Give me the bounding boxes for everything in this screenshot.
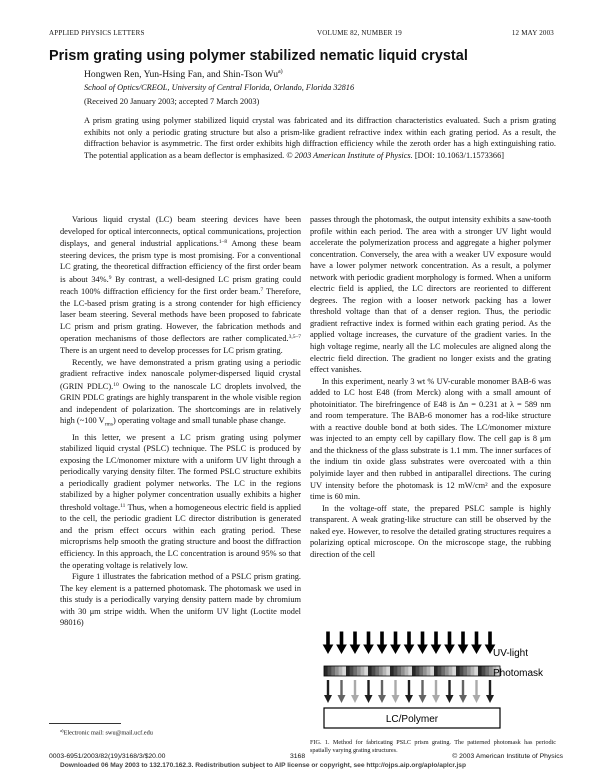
mask-stripe (379, 666, 383, 676)
mask-stripe (467, 666, 471, 676)
mask-stripe (339, 666, 343, 676)
transmitted-arrow (367, 680, 369, 696)
mask-stripe (434, 666, 438, 676)
issn-code: 0003-6951/2003/82(19)/3168/3/$20.00 (49, 753, 166, 760)
mask-stripe (449, 666, 453, 676)
transmitted-arrow (354, 680, 356, 696)
mask-stripe (383, 666, 387, 676)
transmitted-arrow-head (459, 695, 467, 703)
mask-stripe (416, 666, 420, 676)
mask-stripe (368, 666, 372, 676)
uv-arrow-head (364, 645, 373, 653)
mask-stripe (386, 666, 390, 676)
lc-polymer-label: LC/Polymer (385, 714, 439, 725)
abstract-doi: [DOI: 10.1063/1.1573366] (414, 150, 504, 160)
mask-stripe (350, 666, 354, 676)
transmitted-arrow (448, 680, 450, 696)
uv-arrow (327, 632, 330, 646)
uv-arrow (462, 632, 465, 646)
mask-stripe (357, 666, 361, 676)
uv-arrow-head (432, 645, 441, 653)
uv-arrow (354, 632, 357, 646)
uv-arrow (421, 632, 424, 646)
author-names: Hongwen Ren, Yun-Hsing Fan, and Shin-Tson Wu (84, 69, 279, 80)
abstract-copyright: © 2003 American Institute of Physics. (286, 150, 413, 160)
uv-arrow (489, 632, 492, 646)
body-column-right (310, 214, 551, 560)
transmitted-arrows (324, 680, 494, 703)
paper-title: Prism grating using polymer stabilized nematic liquid crystal (49, 48, 468, 64)
mask-stripe (474, 666, 478, 676)
page-footer (49, 753, 563, 762)
transmitted-arrow-head (432, 695, 440, 703)
uv-arrow-head (391, 645, 400, 653)
transmitted-arrow (489, 680, 491, 696)
paragraph: Recently, we have demonstrated a prism grating using a periodic gradient refractive index nanoscale polymer-dispersed liquid crystal (GRIN PDLC).$^{10}$ Owing to the nanoscale LC droplets involved, the GRIN PDLC gratings are highly transparent in the whole visible region and independent of polarization. The shortcomings are in relatively high (~100 $V_{rms}$) operating voltage and small tunable phase change. (60, 357, 302, 428)
received-dates: (Received 20 January 2003; accepted 7 March 2003) (84, 97, 260, 106)
footnote (60, 728, 153, 737)
uv-arrow-head (445, 645, 454, 653)
mask-stripe (361, 666, 365, 676)
transmitted-arrow (394, 680, 396, 696)
transmitted-arrow-head (365, 695, 373, 703)
mask-stripe (441, 666, 445, 676)
photomask-bar (324, 666, 500, 676)
photomask-label: Photomask (493, 668, 544, 679)
journal-name: APPLIED PHYSICS LETTERS (49, 29, 145, 37)
mask-stripe (401, 666, 405, 676)
transmitted-arrow-head (324, 695, 332, 703)
footer-copyright: © 2003 American Institute of Physics (452, 753, 563, 760)
mask-stripe (375, 666, 379, 676)
uv-arrow-head (337, 645, 346, 653)
mask-stripe (427, 666, 431, 676)
uv-arrow (394, 632, 397, 646)
transmitted-arrow (381, 680, 383, 696)
transmitted-arrow (327, 680, 329, 696)
mask-stripe (364, 666, 368, 676)
figure-1 (310, 628, 556, 770)
uv-arrow-head (351, 645, 360, 653)
uv-arrow-head (324, 645, 333, 653)
mask-stripe (482, 666, 486, 676)
footnote-mark: a) (60, 728, 64, 733)
mask-stripe (324, 666, 328, 676)
paragraph: Various liquid crystal (LC) beam steering devices have been developed for optical interconnects, optical communications, projection displays, and general industrial applications.$^{1-8}$ Among these beam steering devices, the prism type is most promising. For a conventional LC grating, the theoretical diffraction efficiency of the first order beam is about 34%.$^9$ By contrast, a well-designed LC prism grating could reach 100% diffraction efficiency for the first order beam.$^7$ Therefore, the LC-based prism grating is a strong contender for high efficiency laser beam steering. Several methods have been proposed to fabricate LC prism and prism grating. However, the fabrication methods and operation mechanisms of those deflectors are rather complicated.$^{3,5-7}$ There is an urgent need to develop processes for LC prism grating. (60, 215, 301, 356)
transmitted-arrow-head (486, 695, 494, 703)
running-header (49, 29, 554, 39)
affiliation: School of Optics/CREOL, University of Central Florida, Orlando, Florida 32816 (84, 83, 355, 92)
uv-arrow (340, 632, 343, 646)
figure-caption: FIG. 1. Method for fabricating PSLC prism grating. The patterned photomask has periodic spatially varying grating structures. (310, 739, 556, 754)
mask-stripe (408, 666, 412, 676)
mask-stripe (485, 666, 489, 676)
volume-number: VOLUME 82, NUMBER 19 (317, 29, 402, 37)
uv-arrow (408, 632, 411, 646)
mask-stripe (456, 666, 460, 676)
mask-stripe (346, 666, 350, 676)
mask-stripe (463, 666, 467, 676)
mask-stripe (335, 666, 339, 676)
mask-stripe (412, 666, 416, 676)
abstract-text: A prism grating using polymer stabilized liquid crystal was fabricated and its diffraction characteristics evaluated. Such a prism grating exhibits not only a periodic grating structure but also a prism-like gradient refractive index within each grating period. As a result, the diffraction behavior is asymmetric. The first order exhibits high diffraction efficiency while the zeroth order has a high extinguishing ratio. The potential application as a beam deflector is emphasized. (84, 116, 556, 160)
mask-stripe (423, 666, 427, 676)
paragraph: In the voltage-off state, the prepared PSLC sample is highly transparent. A weak grating-like structure can still be observed by the naked eye. However, to resolve the detailed grating structures requires a polarizing optical microscope. On the microscope stage, the rubbing direction of the cell (310, 503, 551, 559)
mask-stripe (438, 666, 442, 676)
transmitted-arrow (462, 680, 464, 696)
uv-arrow-head (459, 645, 468, 653)
transmitted-arrow (435, 680, 437, 696)
transmitted-arrow-head (351, 695, 359, 703)
uv-arrow (475, 632, 478, 646)
mask-stripe (430, 666, 434, 676)
mask-stripe (405, 666, 409, 676)
uv-arrows (324, 632, 495, 653)
mask-stripe (460, 666, 464, 676)
footnote-text: Electronic mail: swu@mail.ucf.edu (63, 729, 153, 737)
mask-stripe (452, 666, 456, 676)
transmitted-arrow-head (446, 695, 454, 703)
mask-stripe (419, 666, 423, 676)
uv-arrow (435, 632, 438, 646)
mask-stripe (331, 666, 335, 676)
transmitted-arrow-head (378, 695, 386, 703)
transmitted-arrow (408, 680, 410, 696)
issue-date: 12 MAY 2003 (511, 29, 554, 37)
uv-arrow (448, 632, 451, 646)
transmitted-arrow-head (473, 695, 481, 703)
uv-arrow (381, 632, 384, 646)
mask-stripe (353, 666, 357, 676)
transmitted-arrow (475, 680, 477, 696)
mask-stripe (397, 666, 401, 676)
mask-stripe (445, 666, 449, 676)
uv-arrow-head (405, 645, 414, 653)
paragraph: Figure 1 illustrates the fabrication method of a PSLC prism grating. The key element is a patterned photomask. The photomask we used in this study is a periodically varying density pattern made by chromium with 30 μm stripe width. When the uniform UV light (Loctite model 98016) (60, 572, 301, 628)
author-footnote-mark: a) (278, 69, 283, 75)
mask-stripe (471, 666, 475, 676)
paragraph: In this letter, we present a LC prism grating using polymer stabilized liquid crystal (PSLC) technique. The PSLC is produced by exposing the LC/monomer mixture with a uniform UV light through a periodically varying density filter. The formed PSLC structure exhibits a periodically gradient polymer networks. The LC in the regions stabilized by a higher polymer concentration usually exhibits a higher threshold voltage.$^{11}$ Thus, when a homogeneous electric field is applied to the cell, the periodic gradient LC director distribution is generated and the prism effect occurs within each grating period. These microprisms help smooth the grating structure and boost the diffraction efficiency. In this approach, the LC concentration is around 95% so that the operating voltage is relatively low. (60, 432, 301, 570)
uv-arrow-head (378, 645, 387, 653)
transmitted-arrow (340, 680, 342, 696)
mask-stripe (390, 666, 394, 676)
uv-arrow-head (418, 645, 427, 653)
uv-arrow-head (472, 645, 481, 653)
uv-arrow (367, 632, 370, 646)
author-list (84, 69, 283, 80)
mask-stripe (328, 666, 332, 676)
body-column-left (60, 214, 301, 629)
download-notice: Downloaded 06 May 2003 to 132.170.162.3. Redistribution subject to AIP license or copyright, see http://ojps.aip.org/aplo/aplcr.jsp (60, 762, 466, 769)
page-number: 3168 (290, 753, 306, 760)
fabrication-diagram (310, 628, 556, 738)
mask-stripe (342, 666, 346, 676)
abstract (84, 115, 556, 161)
paragraph: In this experiment, nearly 3 wt % UV-curable monomer BAB-6 was added to LC host E48 (from Merck) along with a small amount of photoinitiator. The birefringence of E48 is Δn = 0.231 at λ = 589 nm and room temperature. The BAB-6 monomer has a rod-like structure with a reactive double bond at both sides. The LC/monomer mixture was injected to an empty cell by capillary flow. The cell gap is 8 μm and the thickness of the glass substrate is 1.1 mm. The inner surfaces of the indium tin oxide glass substrates were overcoated with a thin polyimide layer and then rubbed in antiparallel directions. The curing UV intensity before the photomask is 12 mW/cm² and the exposure time is 60 min. (310, 376, 551, 502)
paragraph: passes through the photomask, the output intensity exhibits a saw-tooth profile within each period. The area with a stronger UV light would accelerate the polymerization process and aggregate a higher polymer concentration. Conversely, the area with a weaker UV exposure would have a lower polymer network concentration. As a result, a polymer network with periodic gradient morphology is formed. When a uniform electric field is applied, the LC directors are reoriented to different degrees. The region with a looser network packing has a lower threshold voltage than that of a denser region. Thus, the periodic gradient refractive index is formed within each grating period. As the applied voltage increases, the curvature of the gradient varies. In the high voltage regime, nearly all the LC molecules are aligned along the electric field direction. The gradient no longer exists and the grating effect vanishes. (310, 215, 551, 375)
transmitted-arrow-head (338, 695, 346, 703)
transmitted-arrow-head (392, 695, 400, 703)
uv-light-label: UV-light (493, 648, 529, 659)
mask-stripe (478, 666, 482, 676)
mask-stripe (372, 666, 376, 676)
footnote-rule (49, 723, 121, 724)
transmitted-arrow-head (419, 695, 427, 703)
transmitted-arrow-head (405, 695, 413, 703)
mask-stripe (394, 666, 398, 676)
transmitted-arrow (421, 680, 423, 696)
